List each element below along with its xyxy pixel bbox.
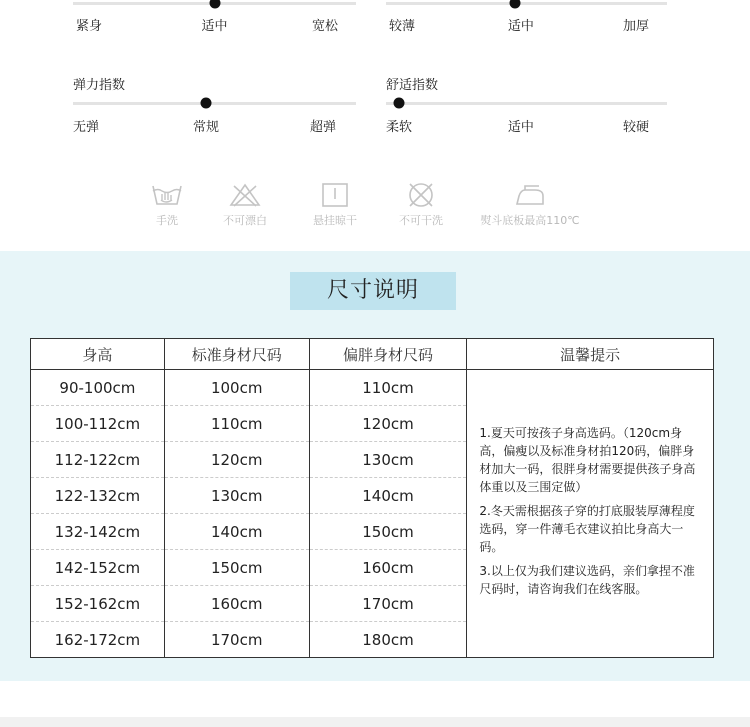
cell-standard-size: 130cm: [164, 478, 309, 514]
cell-standard-size: 110cm: [164, 406, 309, 442]
elasticity-scale-label-left: 无弹: [73, 120, 100, 135]
elasticity-scale-label-mid: 常规: [192, 120, 220, 135]
footer-strip: [0, 717, 750, 727]
fit-scale-label-left: 紧身: [76, 19, 103, 34]
care-item-hand-wash: [137, 182, 197, 228]
thickness-scale-label-mid: 适中: [507, 19, 534, 34]
elasticity-scale-track: [73, 102, 356, 105]
no-bleach-icon: [228, 182, 262, 208]
cell-plus-size: 150cm: [309, 514, 467, 550]
cell-height: 132-142cm: [31, 514, 165, 550]
fit-scale-marker: [209, 0, 220, 9]
cell-standard-size: 120cm: [164, 442, 309, 478]
elasticity-scale-title: 弹力指数: [73, 78, 126, 93]
cell-plus-size: 110cm: [309, 370, 467, 406]
tip-3: 3.以上仅为我们建议选码，亲们拿捏不准尺码时，请咨询我们在线客服。: [479, 563, 695, 596]
cell-height: 112-122cm: [31, 442, 165, 478]
elasticity-scale-marker: [201, 98, 212, 109]
care-item-no-bleach: [210, 182, 280, 228]
tips-cell: [467, 370, 714, 658]
care-label-no-bleach: 不可漂白: [223, 214, 267, 227]
iron-icon: [513, 182, 547, 208]
comfort-scale: [386, 74, 667, 134]
cell-height: 162-172cm: [31, 622, 165, 658]
elasticity-scale: [73, 74, 356, 134]
thickness-scale-label-right: 加厚: [622, 19, 649, 34]
hand-wash-icon: [150, 182, 184, 208]
care-item-hang-dry: [300, 182, 370, 228]
care-item-iron: [470, 182, 590, 228]
cell-plus-size: 180cm: [309, 622, 467, 658]
column-header-height: 身高: [31, 339, 165, 370]
cell-standard-size: 160cm: [164, 586, 309, 622]
care-label-hang-dry: 悬挂晾干: [313, 214, 357, 227]
cell-standard-size: 140cm: [164, 514, 309, 550]
comfort-scale-label-right: 较硬: [622, 120, 649, 135]
size-table-header: [31, 339, 714, 370]
thickness-scale-marker: [510, 0, 521, 9]
column-header-standard-size: 标准身材尺码: [164, 339, 309, 370]
cell-standard-size: 150cm: [164, 550, 309, 586]
cell-height: 142-152cm: [31, 550, 165, 586]
cell-height: 100-112cm: [31, 406, 165, 442]
cell-plus-size: 170cm: [309, 586, 467, 622]
column-header-plus-size: 偏胖身材尺码: [309, 339, 467, 370]
care-label-no-dry-clean: 不可干洗: [399, 214, 443, 227]
hang-dry-icon: [318, 182, 352, 208]
size-table: [30, 338, 714, 658]
cell-plus-size: 120cm: [309, 406, 467, 442]
care-label-iron: 熨斗底板最高110℃: [480, 214, 580, 227]
cell-height: 152-162cm: [31, 586, 165, 622]
cell-standard-size: 100cm: [164, 370, 309, 406]
size-section-heading: 尺寸说明: [290, 272, 456, 310]
fit-scale: [73, 0, 356, 40]
cell-plus-size: 130cm: [309, 442, 467, 478]
column-header-tips: 温馨提示: [467, 339, 714, 370]
cell-plus-size: 160cm: [309, 550, 467, 586]
thickness-scale: [386, 0, 667, 40]
cell-height: 122-132cm: [31, 478, 165, 514]
cell-height: 90-100cm: [31, 370, 165, 406]
care-label-hand-wash: 手洗: [156, 214, 178, 227]
cell-standard-size: 170cm: [164, 622, 309, 658]
comfort-scale-track: [386, 102, 667, 105]
care-instructions: [0, 182, 750, 242]
tip-1: 1.夏天可按孩子身高选码。（120cm身高，偏瘦以及标准身材拍120码，偏胖身材加大一码，很胖身材需要提供孩子身高体重以及三围定做）: [479, 425, 696, 494]
tip-2: 2.冬天需根据孩子穿的打底服装厚薄程度选码，穿一件薄毛衣建议拍比身高大一码。: [479, 503, 695, 554]
comfort-scale-label-mid: 适中: [507, 120, 534, 135]
comfort-scale-title: 舒适指数: [386, 78, 439, 93]
fit-scale-label-right: 宽松: [311, 19, 338, 34]
table-row: [31, 370, 714, 406]
comfort-scale-label-left: 柔软: [386, 120, 413, 135]
fit-scale-label-mid: 适中: [201, 19, 228, 34]
no-dry-clean-icon: [404, 182, 438, 208]
care-item-no-dry-clean: [386, 182, 456, 228]
cell-plus-size: 140cm: [309, 478, 467, 514]
thickness-scale-track: [386, 2, 667, 5]
elasticity-scale-label-right: 超弹: [309, 120, 336, 135]
comfort-scale-marker: [394, 98, 405, 109]
thickness-scale-label-left: 较薄: [389, 19, 416, 34]
